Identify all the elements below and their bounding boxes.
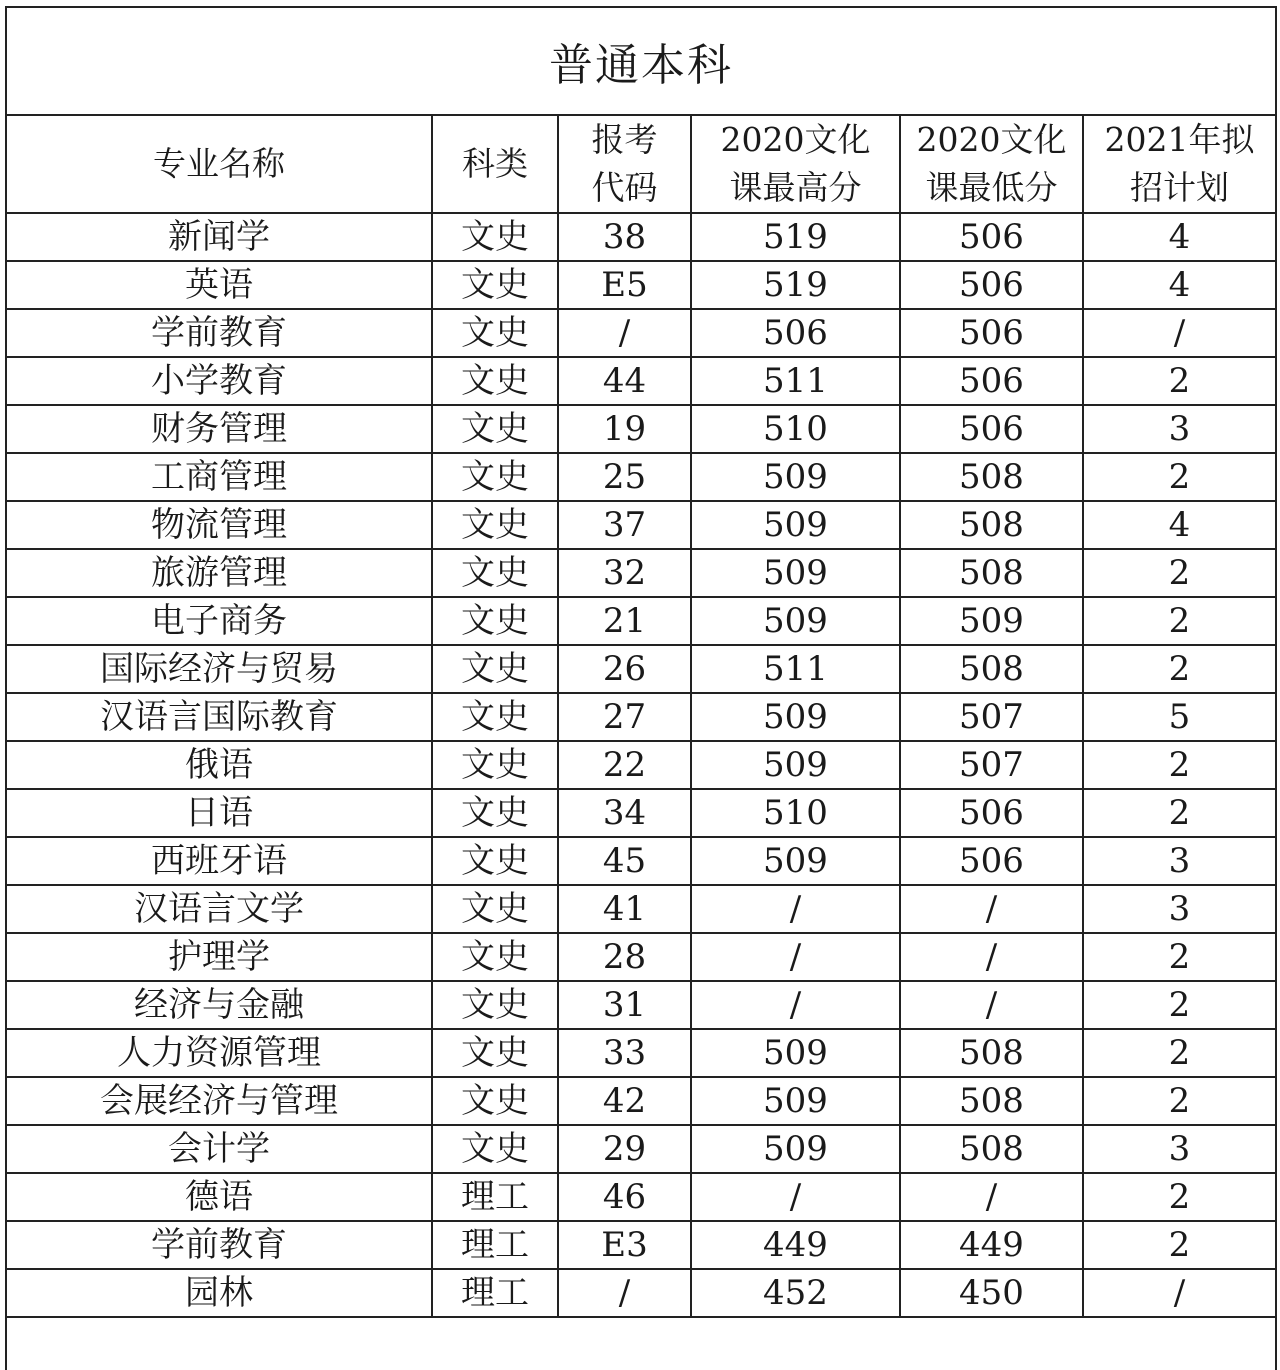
table-body [7,213,1275,1317]
cell-code: 44 [558,357,691,405]
cell-code: 29 [558,1125,691,1173]
cell-category: 文史 [432,597,558,645]
cell-plan: 2 [1083,357,1275,405]
cell-category: 理工 [432,1173,558,1221]
cell-code: E3 [558,1221,691,1269]
cell-min: / [900,981,1083,1029]
table-row [7,357,1275,405]
table-row [7,501,1275,549]
cell-code: 22 [558,741,691,789]
cell-plan: 2 [1083,789,1275,837]
table-row [7,1173,1275,1221]
cell-category: 文史 [432,453,558,501]
cell-category: 文史 [432,933,558,981]
cell-major: 工商管理 [7,453,432,501]
cell-code: 33 [558,1029,691,1077]
cell-max: 509 [691,1077,900,1125]
cell-major: 护理学 [7,933,432,981]
cell-plan: 3 [1083,405,1275,453]
cell-min: 506 [900,405,1083,453]
header-major: 专业名称 [7,116,432,213]
table-row [7,885,1275,933]
cell-major: 汉语言国际教育 [7,693,432,741]
table-row [7,453,1275,501]
cell-min: 508 [900,549,1083,597]
table-row [7,549,1275,597]
cell-min: 508 [900,1125,1083,1173]
cell-category: 理工 [432,1221,558,1269]
cell-major: 俄语 [7,741,432,789]
cell-category: 理工 [432,1269,558,1317]
cell-category: 文史 [432,1125,558,1173]
cell-category: 文史 [432,693,558,741]
cell-min: 507 [900,741,1083,789]
cell-major: 西班牙语 [7,837,432,885]
cell-max: 509 [691,741,900,789]
cell-code: 26 [558,645,691,693]
cell-max: 506 [691,309,900,357]
cell-code: 38 [558,213,691,261]
cell-plan: 3 [1083,1125,1275,1173]
cell-code: 37 [558,501,691,549]
cell-plan: 2 [1083,549,1275,597]
cell-min: 449 [900,1221,1083,1269]
table-row [7,981,1275,1029]
cell-code: 32 [558,549,691,597]
cell-category: 文史 [432,789,558,837]
cell-min: / [900,885,1083,933]
table-row [7,741,1275,789]
cell-max: 511 [691,645,900,693]
header-code-line2: 代码 [591,168,658,207]
cell-category: 文史 [432,981,558,1029]
table-row [7,1029,1275,1077]
cell-min: 506 [900,213,1083,261]
admission-table [7,116,1275,1318]
cell-plan: 2 [1083,597,1275,645]
header-max-line1: 2020文化 [720,120,871,159]
cell-min: / [900,933,1083,981]
cell-category: 文史 [432,309,558,357]
cell-max: / [691,885,900,933]
cell-max: 519 [691,213,900,261]
cell-category: 文史 [432,357,558,405]
cell-major: 英语 [7,261,432,309]
table-row [7,1269,1275,1317]
cell-max: 449 [691,1221,900,1269]
cell-plan: 4 [1083,261,1275,309]
table-header [7,116,1275,213]
cell-code: 45 [558,837,691,885]
cell-max: 452 [691,1269,900,1317]
table-row [7,645,1275,693]
cell-plan: 2 [1083,1077,1275,1125]
cell-plan: 3 [1083,885,1275,933]
cell-max: / [691,981,900,1029]
header-code [558,116,691,213]
header-plan [1083,116,1275,213]
cell-code: 21 [558,597,691,645]
cell-major: 日语 [7,789,432,837]
cell-major: 汉语言文学 [7,885,432,933]
cell-code: 28 [558,933,691,981]
table-title: 普通本科 [7,8,1275,116]
cell-max: 519 [691,261,900,309]
cell-category: 文史 [432,885,558,933]
cell-code: 42 [558,1077,691,1125]
cell-plan: / [1083,309,1275,357]
cell-min: / [900,1173,1083,1221]
cell-max: 510 [691,789,900,837]
cell-max: 509 [691,1029,900,1077]
cell-min: 509 [900,597,1083,645]
table-row [7,933,1275,981]
cell-major: 人力资源管理 [7,1029,432,1077]
cell-min: 508 [900,501,1083,549]
cell-plan: 4 [1083,213,1275,261]
table-row [7,405,1275,453]
cell-min: 508 [900,453,1083,501]
cell-plan: 2 [1083,1173,1275,1221]
cell-max: / [691,1173,900,1221]
admission-table-sheet [5,6,1277,1370]
cell-code: 25 [558,453,691,501]
cell-major: 园林 [7,1269,432,1317]
cell-major: 旅游管理 [7,549,432,597]
cell-max: 509 [691,453,900,501]
cell-min: 506 [900,789,1083,837]
header-row [7,116,1275,213]
cell-category: 文史 [432,261,558,309]
cell-major: 经济与金融 [7,981,432,1029]
cell-plan: 5 [1083,693,1275,741]
table-row [7,1077,1275,1125]
cell-category: 文史 [432,1029,558,1077]
cell-plan: 4 [1083,501,1275,549]
table-row [7,213,1275,261]
cell-category: 文史 [432,741,558,789]
cell-plan: / [1083,1269,1275,1317]
cell-min: 508 [900,1077,1083,1125]
cell-code: 19 [558,405,691,453]
cell-code: 41 [558,885,691,933]
cell-major: 电子商务 [7,597,432,645]
cell-major: 新闻学 [7,213,432,261]
cell-max: 509 [691,1125,900,1173]
cell-plan: 2 [1083,741,1275,789]
cell-plan: 2 [1083,981,1275,1029]
header-category: 科类 [432,116,558,213]
cell-min: 506 [900,357,1083,405]
cell-min: 506 [900,309,1083,357]
cell-plan: 2 [1083,645,1275,693]
table-row [7,597,1275,645]
cell-major: 会展经济与管理 [7,1077,432,1125]
header-max-line2: 课最高分 [729,168,862,207]
table-row [7,693,1275,741]
cell-major: 德语 [7,1173,432,1221]
cell-min: 508 [900,645,1083,693]
cell-min: 450 [900,1269,1083,1317]
cell-category: 文史 [432,1077,558,1125]
cell-min: 507 [900,693,1083,741]
cell-category: 文史 [432,501,558,549]
cell-max: 509 [691,597,900,645]
cell-code: 27 [558,693,691,741]
cell-plan: 2 [1083,1029,1275,1077]
cell-max: 509 [691,549,900,597]
table-row [7,837,1275,885]
cell-min: 506 [900,837,1083,885]
header-max-score [691,116,900,213]
cell-category: 文史 [432,837,558,885]
cell-major: 物流管理 [7,501,432,549]
cell-code: 31 [558,981,691,1029]
cell-category: 文史 [432,549,558,597]
table-row [7,309,1275,357]
cell-code: 46 [558,1173,691,1221]
cell-category: 文史 [432,645,558,693]
cell-max: 509 [691,501,900,549]
cell-max: / [691,933,900,981]
header-min-score [900,116,1083,213]
cell-max: 509 [691,837,900,885]
cell-major: 会计学 [7,1125,432,1173]
cell-plan: 2 [1083,453,1275,501]
header-min-line2: 课最低分 [925,168,1058,207]
cell-category: 文史 [432,213,558,261]
cell-code: E5 [558,261,691,309]
table-row [7,1125,1275,1173]
cell-max: 510 [691,405,900,453]
cell-category: 文史 [432,405,558,453]
cell-major: 学前教育 [7,1221,432,1269]
cell-max: 511 [691,357,900,405]
cell-code: / [558,309,691,357]
table-row [7,1221,1275,1269]
cell-code: 34 [558,789,691,837]
header-min-line1: 2020文化 [916,120,1067,159]
table-row [7,261,1275,309]
cell-plan: 2 [1083,1221,1275,1269]
cell-major: 国际经济与贸易 [7,645,432,693]
cell-major: 学前教育 [7,309,432,357]
cell-max: 509 [691,693,900,741]
cell-min: 508 [900,1029,1083,1077]
cell-plan: 2 [1083,933,1275,981]
cell-major: 财务管理 [7,405,432,453]
cell-major: 小学教育 [7,357,432,405]
cell-plan: 3 [1083,837,1275,885]
cell-code: / [558,1269,691,1317]
table-row [7,789,1275,837]
header-plan-line1: 2021年拟 [1104,120,1255,159]
cell-min: 506 [900,261,1083,309]
header-code-line1: 报考 [591,120,658,159]
header-plan-line2: 招计划 [1130,168,1229,207]
